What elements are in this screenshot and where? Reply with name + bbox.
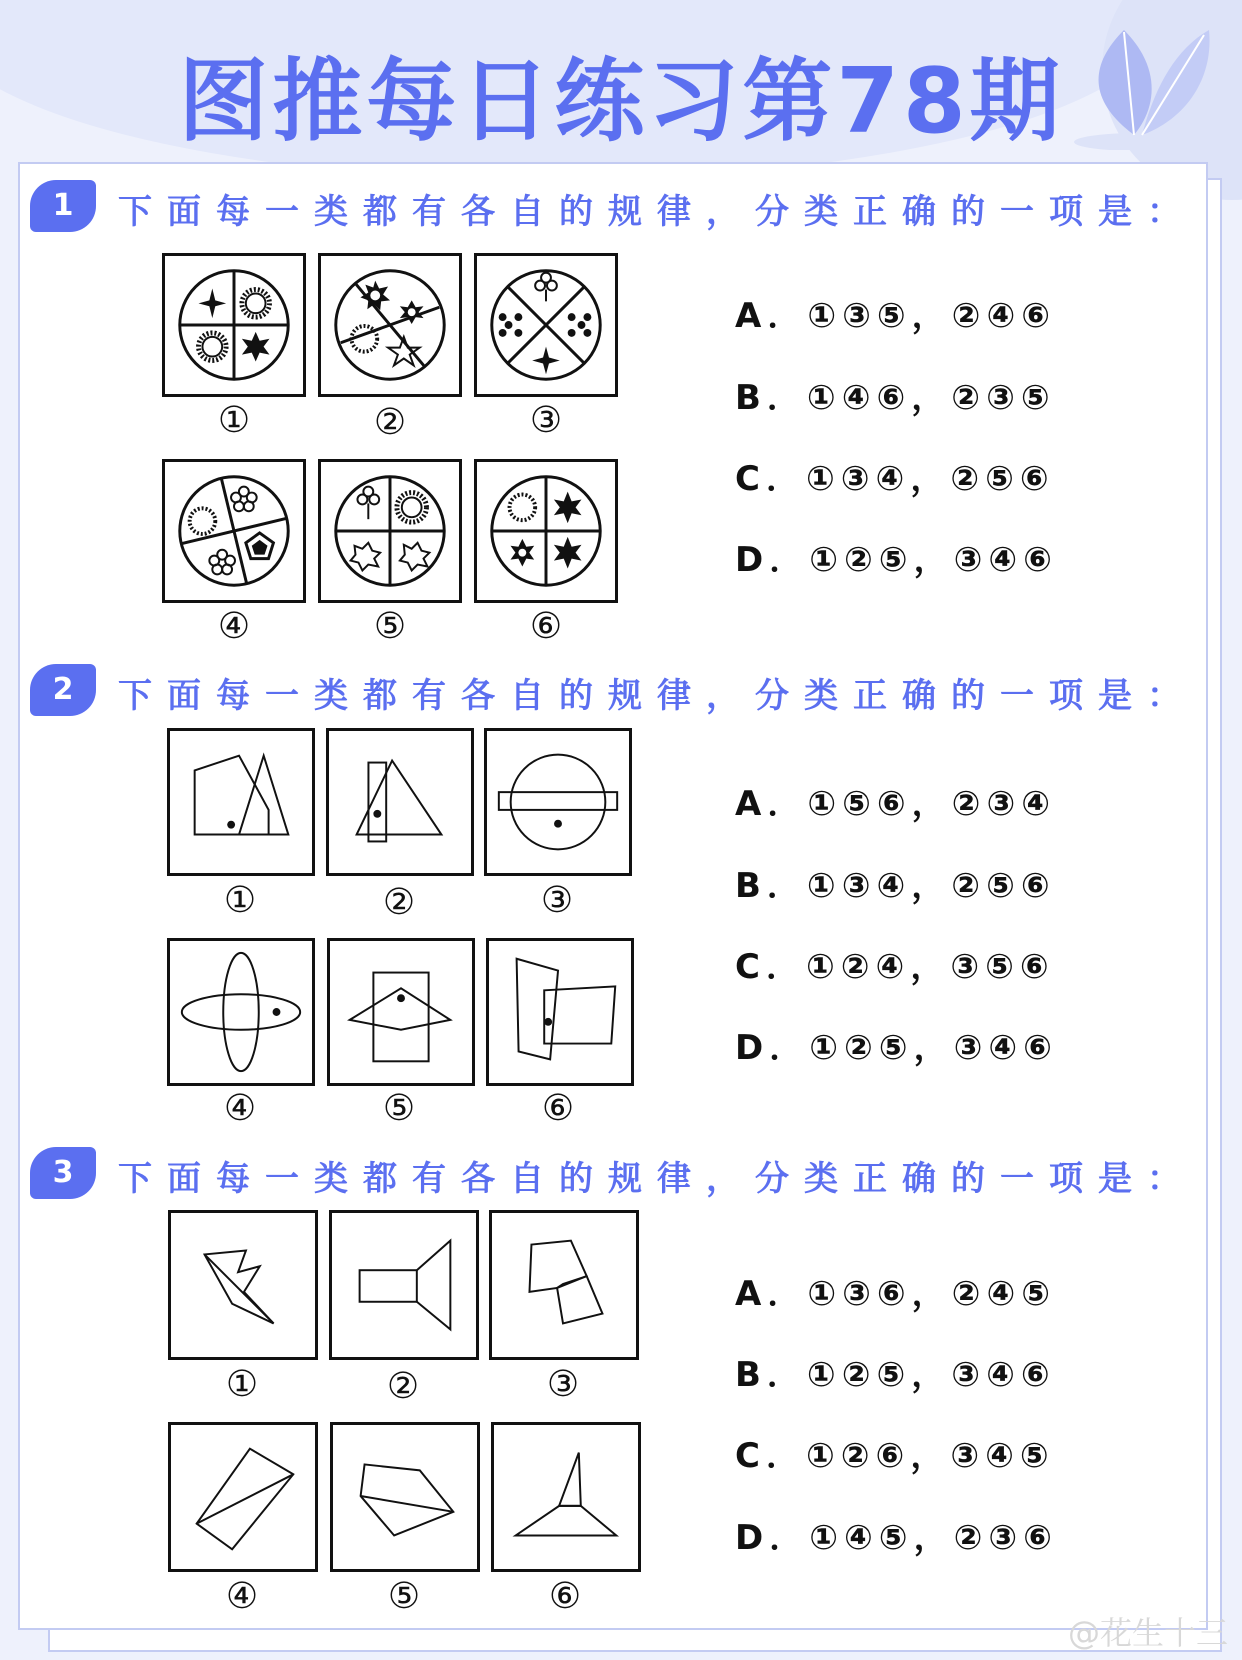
figure-4: [168, 1422, 318, 1572]
figure-1: [167, 728, 315, 876]
page-title: 图推每日练习第78期: [178, 49, 1064, 154]
figure-4: [167, 938, 315, 1086]
option-b[interactable]: B．①②⑤，③④⑥: [735, 1355, 1056, 1395]
figure-label: ⑥: [529, 606, 563, 647]
figure-label: ①: [225, 1364, 259, 1405]
option-d[interactable]: D．①④⑤，②③⑥: [735, 1518, 1058, 1558]
option-a[interactable]: A．①⑤⑥，②③④: [735, 784, 1057, 824]
figure-label: ⑤: [382, 1088, 416, 1129]
figure-6: [486, 938, 634, 1086]
figure-3: [489, 1210, 639, 1360]
figure-label: ③: [546, 1364, 580, 1405]
figure-label: ⑤: [387, 1576, 421, 1617]
figure-label: ①: [223, 880, 257, 921]
figure-2: [318, 253, 462, 397]
figure-label: ④: [223, 1088, 257, 1129]
figure-label: ③: [529, 400, 563, 441]
option-c[interactable]: C．①②⑥，③④⑤: [735, 1436, 1055, 1476]
figure-5: [327, 938, 475, 1086]
figure-label: ⑤: [373, 606, 407, 647]
figure-2: [326, 728, 474, 876]
question-prompt: 下面每一类都有各自的规律，分类正确的一项是：: [118, 1159, 1196, 1199]
option-b[interactable]: B．①④⑥，②③⑤: [735, 378, 1056, 418]
figure-label: ②: [386, 1366, 420, 1407]
figure-1: [168, 1210, 318, 1360]
question-header: [30, 664, 1210, 724]
figure-5: [318, 459, 462, 603]
question-header: [30, 1147, 1210, 1207]
option-a[interactable]: A．①③⑤，②④⑥: [735, 296, 1057, 336]
figure-3: [484, 728, 632, 876]
figure-label: ③: [540, 880, 574, 921]
figure-label: ④: [217, 606, 251, 647]
option-d[interactable]: D．①②⑤，③④⑥: [735, 540, 1058, 580]
figure-label: ①: [217, 400, 251, 441]
question-number-badge: 3: [30, 1147, 96, 1199]
question-number-badge: 2: [30, 664, 96, 716]
question-prompt: 下面每一类都有各自的规律，分类正确的一项是：: [118, 676, 1196, 716]
figure-6: [474, 459, 618, 603]
figure-4: [162, 459, 306, 603]
option-a[interactable]: A．①③⑥，②④⑤: [735, 1274, 1057, 1314]
question-number-badge: 1: [30, 180, 96, 232]
option-c[interactable]: C．①③④，②⑤⑥: [735, 459, 1055, 499]
question-prompt: 下面每一类都有各自的规律，分类正确的一项是：: [118, 192, 1196, 232]
figure-label: ⑥: [548, 1576, 582, 1617]
figure-1: [162, 253, 306, 397]
watermark: @花生十三: [1067, 1614, 1228, 1652]
figure-label: ④: [225, 1576, 259, 1617]
figure-3: [474, 253, 618, 397]
option-c[interactable]: C．①②④，③⑤⑥: [735, 947, 1055, 987]
figure-label: ②: [373, 402, 407, 443]
option-b[interactable]: B．①③④，②⑤⑥: [735, 866, 1056, 906]
question-header: [30, 180, 1210, 240]
figure-label: ②: [382, 882, 416, 923]
figure-label: ⑥: [541, 1088, 575, 1129]
figure-2: [329, 1210, 479, 1360]
figure-5: [330, 1422, 480, 1572]
option-d[interactable]: D．①②⑤，③④⑥: [735, 1028, 1058, 1068]
figure-6: [491, 1422, 641, 1572]
